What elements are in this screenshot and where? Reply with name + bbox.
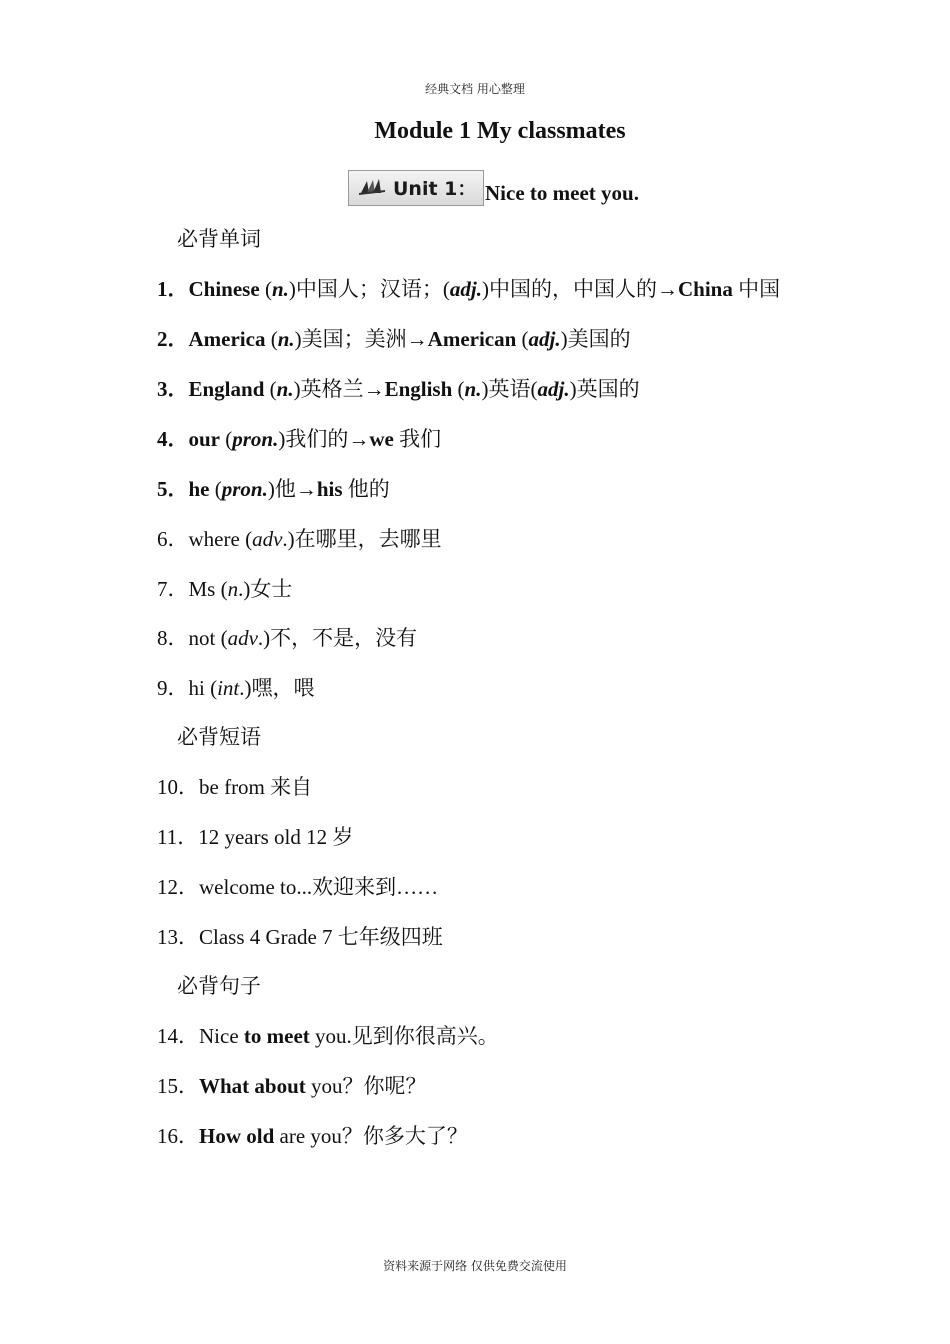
item-word: not: [188, 626, 216, 650]
item-text: .)不，不是，没有: [257, 626, 418, 650]
item-text: Class 4 Grade 7 七年级四班: [199, 925, 443, 949]
section-phrases: 必背短语: [177, 725, 261, 749]
item-number: 5．: [157, 477, 189, 501]
list-item: [157, 523, 442, 553]
part-of-speech: pron.: [232, 427, 279, 451]
part-of-speech: adv: [227, 626, 258, 650]
part-of-speech: n: [227, 577, 239, 601]
part-of-speech: int: [217, 676, 240, 700]
unit-label: Unit 1：: [393, 178, 477, 200]
list-item: [157, 323, 631, 353]
item-text: 12 years old 12 岁: [198, 825, 354, 849]
item-word: he: [188, 477, 210, 501]
list-item: [157, 423, 441, 453]
item-number: 10．: [157, 775, 199, 799]
item-text: be from 来自: [199, 775, 313, 799]
item-number: 7．: [157, 577, 189, 601]
list-item: [157, 373, 640, 403]
key-phrase: How old: [199, 1124, 275, 1148]
part-of-speech: n.: [271, 277, 289, 301]
list-item: [157, 871, 438, 901]
item-text: .)在哪里，去哪里: [282, 527, 442, 551]
item-text: Nice: [199, 1024, 244, 1048]
item-text: (: [209, 477, 222, 501]
list-item: [157, 672, 315, 702]
item-text: .)嘿，喂: [239, 676, 315, 700]
item-text: )中国人；汉语；(: [288, 277, 450, 301]
item-text: (: [204, 676, 218, 700]
list-item: [157, 273, 780, 303]
part-of-speech: n.: [276, 377, 294, 401]
item-text: 中国: [732, 277, 781, 301]
item-number: 8．: [157, 626, 189, 650]
item-text: welcome to...欢迎来到……: [199, 875, 439, 899]
list-item: [157, 1020, 499, 1050]
item-text: )英语(: [481, 377, 538, 401]
page-header: 经典文档 用心整理: [425, 82, 525, 96]
section-sentences: 必背句子: [177, 974, 261, 998]
item-number: 16．: [157, 1124, 199, 1148]
item-number: 9．: [157, 676, 189, 700]
item-text: )中国的，中国人的→: [481, 277, 678, 301]
item-number: 12．: [157, 875, 199, 899]
item-text: are you？你多大了？: [274, 1124, 468, 1148]
item-number: 13．: [157, 925, 199, 949]
list-item: [157, 821, 353, 851]
related-word: we: [369, 427, 394, 451]
part-of-speech: adj.: [537, 377, 570, 401]
item-text: (: [452, 377, 465, 401]
item-text: 他的: [342, 477, 390, 501]
item-number: 6．: [157, 527, 189, 551]
item-text: (: [264, 377, 277, 401]
module-title: Module 1 My classmates: [374, 118, 626, 144]
item-text: )美国；美洲→: [294, 327, 428, 351]
list-item: [157, 1120, 468, 1150]
item-text: (: [265, 327, 278, 351]
list-item: [157, 573, 292, 603]
item-text: )我们的→: [278, 427, 370, 451]
part-of-speech: n.: [464, 377, 482, 401]
list-item: [157, 771, 312, 801]
related-word: his: [316, 477, 343, 501]
item-text: 我们: [393, 427, 442, 451]
part-of-speech: adj.: [528, 327, 561, 351]
item-number: 4．: [157, 427, 189, 451]
item-text: (: [215, 626, 228, 650]
leaf-icon: [359, 177, 387, 195]
related-word: China: [677, 277, 733, 301]
item-text: you.见到你很高兴。: [309, 1024, 499, 1048]
key-phrase: What about: [199, 1074, 306, 1098]
item-text: (: [220, 427, 233, 451]
related-word: English: [384, 377, 453, 401]
item-text: .)女士: [238, 577, 293, 601]
key-phrase: to meet: [243, 1024, 310, 1048]
item-number: 1．: [157, 277, 189, 301]
item-text: )他→: [267, 477, 317, 501]
part-of-speech: adv: [252, 527, 283, 551]
item-word: England: [188, 377, 265, 401]
item-text: (: [516, 327, 529, 351]
item-word: hi: [188, 676, 205, 700]
unit-badge: [348, 170, 484, 206]
list-item: [157, 473, 390, 503]
unit-subtitle: Nice to meet you.: [485, 181, 639, 205]
item-word: America: [188, 327, 266, 351]
item-word: Chinese: [188, 277, 260, 301]
item-word: where: [188, 527, 240, 551]
item-number: 15．: [157, 1074, 199, 1098]
item-number: 11．: [157, 825, 199, 849]
section-words: 必背单词: [177, 227, 261, 251]
page-footer: 资料来源于网络 仅供免费交流使用: [383, 1259, 567, 1273]
part-of-speech: n.: [277, 327, 295, 351]
item-word: our: [188, 427, 220, 451]
item-text: (: [259, 277, 272, 301]
related-word: American: [427, 327, 517, 351]
item-text: (: [215, 577, 228, 601]
item-text: you？你呢？: [305, 1074, 427, 1098]
item-text: )美国的: [560, 327, 631, 351]
item-text: )英格兰→: [293, 377, 385, 401]
item-number: 3．: [157, 377, 189, 401]
list-item: [157, 622, 417, 652]
part-of-speech: adj.: [449, 277, 482, 301]
item-word: Ms: [188, 577, 216, 601]
list-item: [157, 921, 443, 951]
list-item: [157, 1070, 427, 1100]
unit-heading: [348, 168, 639, 206]
item-text: (: [239, 527, 253, 551]
item-text: )英国的: [569, 377, 640, 401]
part-of-speech: pron.: [221, 477, 268, 501]
item-number: 2．: [157, 327, 189, 351]
item-number: 14．: [157, 1024, 199, 1048]
